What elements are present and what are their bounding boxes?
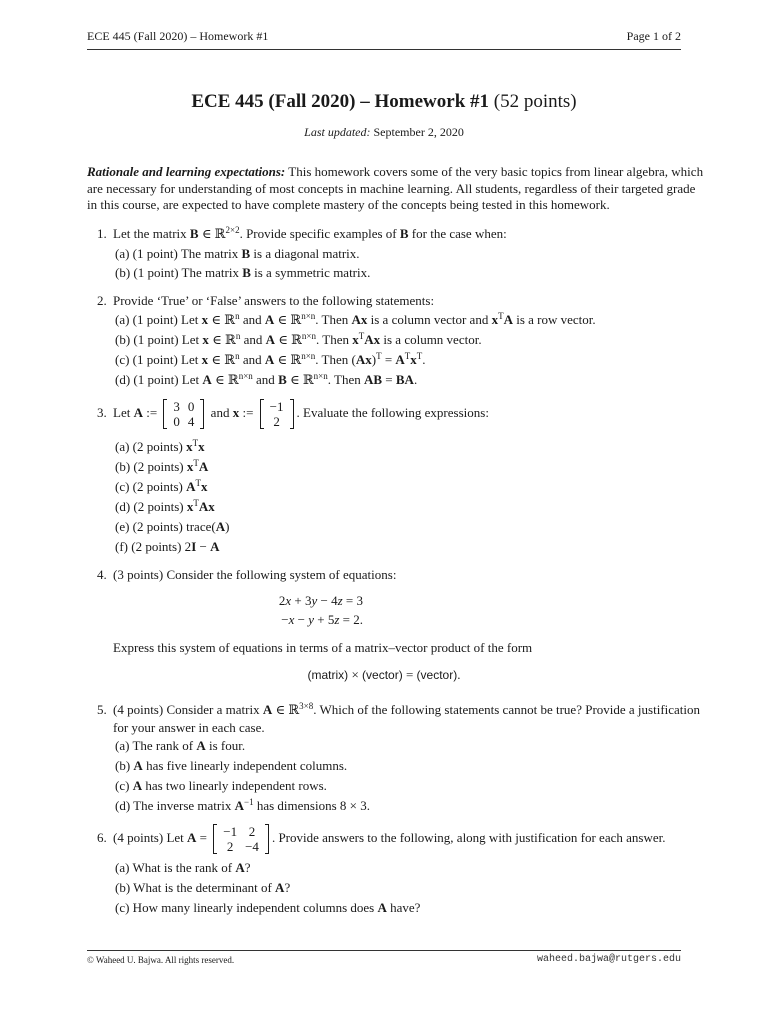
q3-item: [115, 499, 215, 515]
text-segment: A: [395, 352, 405, 367]
text-segment: =: [402, 667, 417, 682]
text-segment: ∈ ℝ: [208, 312, 236, 327]
text-segment: has two linearly independent rows.: [142, 778, 327, 793]
rationale-line: [87, 197, 610, 213]
text-segment: x: [201, 479, 208, 494]
q2-number: 2.: [97, 293, 107, 308]
superscript: n: [235, 311, 240, 321]
text-segment: ×: [348, 667, 363, 682]
q1-stem: [113, 226, 507, 242]
text-segment: −: [196, 539, 211, 554]
q4-form: [0, 667, 768, 683]
text-segment: B: [278, 372, 287, 387]
text-segment: B: [241, 246, 251, 261]
footer-email[interactable]: waheed.bajwa@rutgers.edu: [536, 954, 681, 965]
superscript: n×n: [313, 371, 328, 381]
text-segment: ?: [244, 860, 251, 875]
text-segment: A: [210, 539, 220, 554]
text-segment: ): [371, 352, 377, 367]
footer-rule: [87, 950, 681, 951]
text-segment: B: [399, 226, 409, 241]
page-title: [0, 91, 768, 113]
text-segment: is a column vector and: [367, 312, 492, 327]
q3-let: Let: [113, 405, 131, 420]
text-segment: (vector): [416, 668, 458, 682]
text-segment: (b) (1 point) The matrix: [115, 265, 243, 280]
superscript: n×n: [301, 351, 316, 361]
text-segment: Ax: [198, 499, 215, 514]
text-segment: y: [308, 612, 314, 627]
superscript: 3×8: [299, 701, 314, 711]
text-segment: are necessary for understanding of most concepts in machine learning. All students, regardless of their targeted grade: [87, 181, 696, 196]
text-segment: (c): [115, 778, 133, 793]
text-segment: B: [189, 226, 199, 241]
text-segment: (b) (2 points): [115, 459, 187, 474]
q3-assign: :=: [142, 405, 161, 420]
text-segment: . Provide specific examples of: [239, 226, 400, 241]
text-segment: (vector): [362, 668, 403, 682]
text-segment: . Then: [315, 312, 352, 327]
text-segment: This homework covers some of the very basic topics from linear algebra, which: [285, 164, 704, 179]
superscript: T: [498, 311, 504, 321]
text-segment: (c) (2 points): [115, 479, 187, 494]
text-segment: is a column vector.: [380, 332, 482, 347]
matrix-entry: 0: [173, 414, 180, 430]
q4-express: [113, 640, 532, 656]
text-segment: z: [337, 593, 343, 608]
last-updated-label: Last updated:: [304, 125, 371, 139]
text-segment: AB: [363, 372, 383, 387]
text-segment: A: [202, 372, 212, 387]
text-segment: x: [201, 352, 209, 367]
superscript: T: [193, 458, 199, 468]
text-segment: (b): [115, 758, 134, 773]
matrix-entry: 4: [187, 414, 195, 430]
q6-eq: =: [196, 830, 211, 845]
q4-number: 4.: [97, 567, 107, 582]
text-segment: x: [288, 612, 295, 627]
last-updated-date: September 2, 2020: [373, 125, 464, 139]
matrix-entry: −1: [223, 824, 238, 840]
superscript: 2×2: [225, 225, 240, 235]
text-segment: has five linearly independent columns.: [142, 758, 348, 773]
text-segment: x: [410, 352, 417, 367]
text-segment: =: [381, 352, 396, 367]
text-segment: (f) (2 points) 2: [115, 539, 192, 554]
text-segment: ∈ ℝ: [211, 372, 239, 387]
text-segment: A: [186, 479, 196, 494]
text-segment: 2: [278, 593, 286, 608]
text-segment: x: [198, 439, 205, 454]
text-segment: −: [294, 612, 309, 627]
text-segment: . Then: [316, 332, 353, 347]
text-segment: Provide ‘True’ or ‘False’ answers to the following statements:: [113, 293, 435, 308]
superscript: T: [193, 498, 199, 508]
text-segment: (a) (1 point) The matrix: [115, 246, 242, 261]
q3-number: 3.: [97, 405, 107, 420]
text-segment: x: [186, 499, 194, 514]
q4-equation-2: [281, 612, 363, 628]
q6-stem: [113, 821, 665, 855]
q3-A: A: [133, 405, 143, 420]
text-segment: x: [186, 459, 194, 474]
q3-x: x: [232, 405, 240, 420]
text-segment: and: [240, 332, 266, 347]
matrix-entry: 3: [173, 399, 180, 415]
q1-item: [115, 265, 370, 281]
text-segment: has dimensions 8 × 3.: [253, 798, 370, 813]
text-segment: is four.: [205, 738, 246, 753]
superscript: T: [192, 438, 199, 448]
q5-item: [115, 798, 370, 814]
q5-number: 5.: [97, 702, 107, 717]
text-segment: is a row vector.: [512, 312, 596, 327]
text-segment: (4 points) Consider a matrix: [113, 702, 263, 717]
text-segment: A: [234, 798, 244, 813]
superscript: T: [404, 351, 411, 361]
text-segment: − 4: [317, 593, 338, 608]
text-segment: and: [252, 372, 279, 387]
q6-tail: . Provide answers to the following, along with justification for each answer.: [271, 830, 666, 845]
text-segment: (d) (2 points): [115, 499, 187, 514]
q6-matrix-a: [213, 824, 269, 854]
text-segment: and: [239, 312, 265, 327]
title-points: (52 points): [493, 91, 577, 112]
text-segment: A: [264, 352, 275, 367]
matrix-entry: −1: [269, 399, 284, 415]
text-segment: A: [377, 900, 387, 915]
text-segment: Express this system of equations in terms of a matrix–vector product of the form: [113, 640, 533, 655]
q2-stem: [113, 293, 434, 309]
q3-stem: [113, 396, 489, 430]
last-updated: [0, 124, 768, 140]
matrix-entry: 2: [273, 414, 280, 430]
text-segment: + 3: [291, 593, 312, 608]
text-segment: A: [275, 880, 285, 895]
text-segment: Ax: [364, 332, 381, 347]
text-segment: . Which of the following statements cannot be true? Provide a justification: [313, 702, 701, 717]
text-segment: A: [215, 519, 226, 534]
text-segment: ∈ ℝ: [274, 312, 302, 327]
q6-A: A: [187, 830, 197, 845]
superscript: n×n: [301, 331, 316, 341]
text-segment: A: [262, 702, 273, 717]
text-segment: for the case when:: [408, 226, 507, 241]
text-segment: in this course, are expected to have complete mastery of the concepts being tested in this homework.: [87, 197, 610, 212]
text-segment: and: [239, 352, 265, 367]
q1-number: 1.: [97, 226, 107, 241]
q3-tail: . Evaluate the following expressions:: [296, 405, 489, 420]
text-segment: A: [503, 312, 513, 327]
text-segment: (b) What is the determinant of: [115, 880, 276, 895]
text-segment: (matrix): [307, 668, 349, 682]
q2-item: [115, 352, 426, 368]
superscript: T: [376, 351, 382, 361]
text-segment: .: [413, 372, 418, 387]
text-segment: = 3: [342, 593, 363, 608]
text-segment: −: [281, 612, 289, 627]
text-segment: ∈ ℝ: [272, 702, 300, 717]
text-segment: BA: [395, 372, 414, 387]
q6-number: 6.: [97, 830, 107, 845]
text-segment: B: [242, 265, 251, 280]
text-segment: A: [265, 332, 275, 347]
header-course: ECE 445 (Fall 2020) – Homework #1: [87, 29, 269, 43]
q3-matrix-a: [163, 399, 204, 429]
text-segment: z: [334, 612, 340, 627]
q3-and: and: [207, 405, 233, 420]
q6-item: [115, 880, 290, 896]
superscript: n: [235, 351, 240, 361]
text-segment: (a) (2 points): [115, 439, 187, 454]
text-segment: x: [202, 332, 209, 347]
text-segment: ∈ ℝ: [198, 226, 226, 241]
text-segment: (c) (1 point) Let: [115, 352, 202, 367]
q5-item: [115, 738, 245, 754]
q2-item: [115, 312, 596, 328]
superscript: −1: [244, 797, 254, 807]
text-segment: . Then (: [315, 352, 356, 367]
q5-item: [115, 758, 347, 774]
q2-item: [115, 372, 417, 388]
text-segment: ∈ ℝ: [274, 332, 302, 347]
text-segment: = 2.: [339, 612, 363, 627]
text-segment: (d) (1 point) Let: [115, 372, 203, 387]
superscript: n×n: [301, 311, 316, 321]
text-segment: A: [196, 738, 206, 753]
text-segment: Rationale and learning expectations:: [87, 164, 286, 179]
text-segment: ?: [284, 880, 291, 895]
text-segment: x: [186, 439, 193, 454]
text-segment: x: [491, 312, 499, 327]
footer-copyright: © Waheed U. Bajwa. All rights reserved.: [87, 955, 235, 965]
matrix-entry: 2: [226, 839, 234, 855]
text-segment: ∈ ℝ: [208, 352, 236, 367]
text-segment: A: [235, 860, 245, 875]
text-segment: A: [264, 312, 275, 327]
text-segment: .: [422, 352, 426, 367]
text-segment: Let the matrix: [113, 226, 190, 241]
text-segment: for your answer in each case.: [113, 720, 265, 735]
text-segment: ∈ ℝ: [274, 352, 302, 367]
text-segment: (b) (1 point) Let: [115, 332, 203, 347]
q6-item: [115, 900, 420, 916]
text-segment: Ax: [351, 312, 368, 327]
q3-vector-x: [260, 399, 294, 429]
superscript: n: [235, 331, 241, 341]
text-segment: .: [457, 667, 461, 682]
q3-assign: :=: [239, 405, 257, 420]
text-segment: ): [225, 519, 230, 534]
text-segment: Ax: [355, 352, 372, 367]
text-segment: (a) What is the rank of: [115, 860, 236, 875]
superscript: n×n: [238, 371, 253, 381]
q3-item: [115, 479, 208, 495]
text-segment: y: [311, 593, 318, 608]
matrix-entry: −4: [245, 839, 259, 855]
text-segment: x: [285, 593, 292, 608]
text-segment: (e) (2 points) trace(: [115, 519, 216, 534]
q3-item: [115, 459, 208, 475]
q3-item: [115, 439, 205, 455]
superscript: T: [195, 478, 202, 488]
text-segment: I: [191, 539, 197, 554]
text-segment: is a symmetric matrix.: [250, 265, 371, 280]
q3-item: [115, 519, 229, 535]
q5-stem: [113, 702, 700, 718]
text-segment: (c) How many linearly independent columns does: [115, 900, 378, 915]
title-main: ECE 445 (Fall 2020) – Homework #1: [191, 91, 490, 112]
text-segment: A: [198, 459, 209, 474]
q2-item: [115, 332, 482, 348]
text-segment: (d) The inverse matrix: [115, 798, 235, 813]
q4-stem: [113, 567, 396, 583]
q5-item: [115, 778, 327, 794]
text-segment: (3 points) Consider the following system of equations:: [113, 567, 397, 582]
rationale-line: [87, 164, 703, 180]
superscript: T: [358, 331, 365, 341]
text-segment: is a diagonal matrix.: [250, 246, 360, 261]
text-segment: ∈ ℝ: [208, 332, 236, 347]
q4-equation-1: [279, 593, 363, 609]
text-segment: x: [201, 312, 209, 327]
matrix-entry: 0: [187, 399, 195, 415]
rationale-line: [87, 181, 695, 197]
q3-item: [115, 539, 219, 555]
q1-item: [115, 246, 360, 262]
header-rule: [87, 49, 681, 50]
text-segment: A: [133, 758, 143, 773]
matrix-entry: 2: [248, 824, 256, 840]
q6-item: [115, 860, 251, 876]
text-segment: (a) The rank of: [115, 738, 197, 753]
q5-stem: [113, 720, 265, 736]
text-segment: . Then: [327, 372, 364, 387]
text-segment: ∈ ℝ: [286, 372, 314, 387]
text-segment: (a) (1 point) Let: [115, 312, 202, 327]
text-segment: A: [132, 778, 143, 793]
superscript: T: [416, 351, 423, 361]
q6-pre: (4 points) Let: [113, 830, 188, 845]
text-segment: x: [352, 332, 359, 347]
text-segment: have?: [386, 900, 421, 915]
header-page-number: Page 1 of 2: [626, 29, 681, 43]
text-segment: =: [382, 372, 396, 387]
text-segment: + 5: [314, 612, 335, 627]
